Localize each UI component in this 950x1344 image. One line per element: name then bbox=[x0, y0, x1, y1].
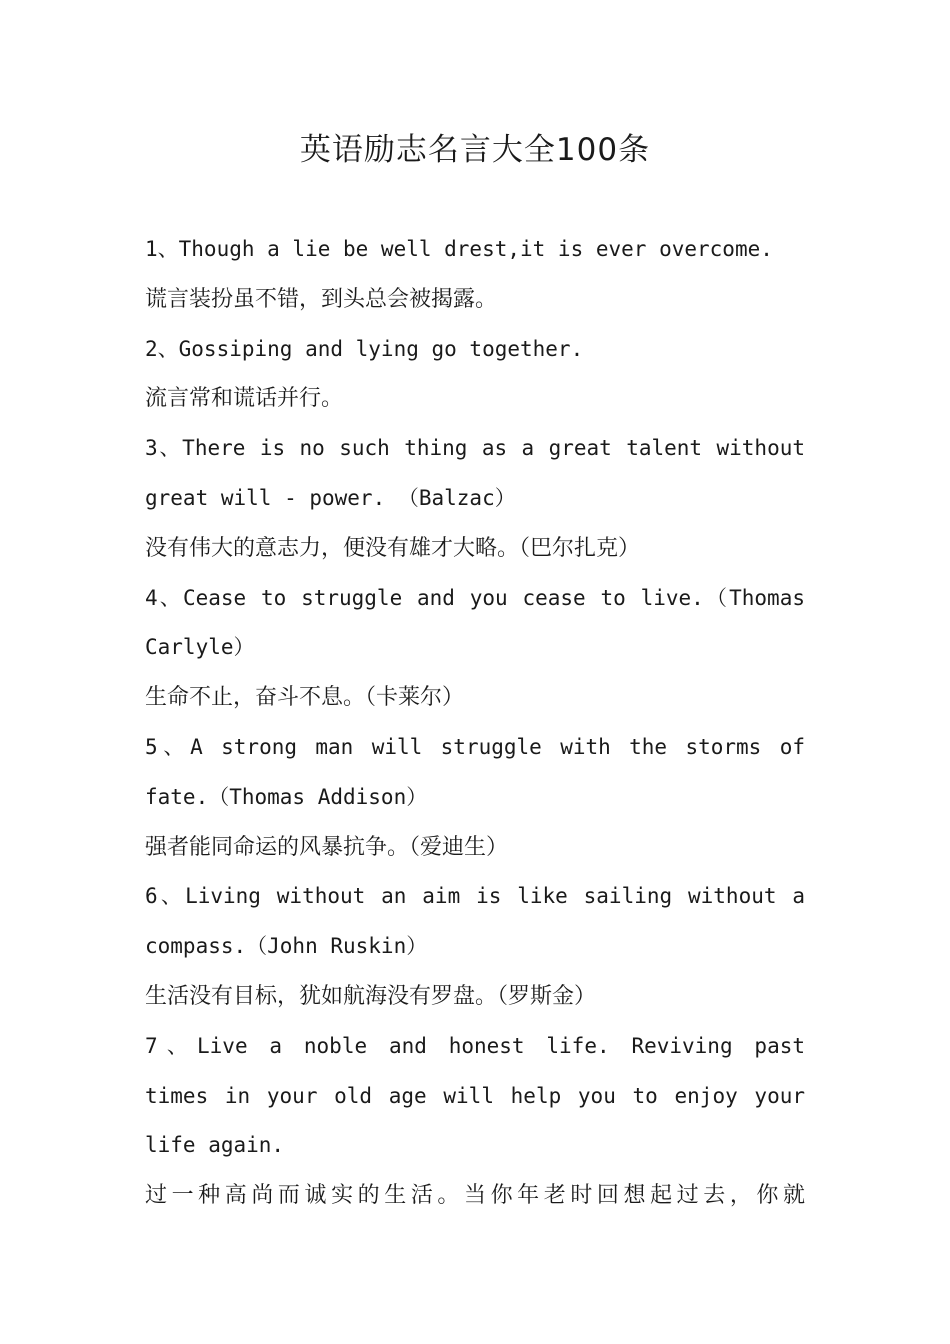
document-body bbox=[145, 225, 805, 1221]
text-line: life again. bbox=[145, 1133, 285, 1158]
text-line: 3、There is no such thing as a great talent without bbox=[145, 436, 805, 461]
text-line: 生命不止，奋斗不息。（卡莱尔） bbox=[145, 685, 465, 711]
text-line: 2、Gossiping and lying go together. bbox=[145, 336, 584, 361]
text-line: 没有伟大的意志力，便没有雄才大略。（巴尔扎克） bbox=[145, 535, 641, 561]
text-line: 4、Cease to struggle and you cease to live.（Thomas bbox=[145, 585, 805, 610]
text-line: compass.（John Ruskin） bbox=[145, 934, 428, 959]
text-line: 5、A strong man will struggle with the storms of bbox=[145, 734, 805, 759]
text-line: 流言常和谎话并行。 bbox=[145, 386, 344, 412]
text-line: 1、Though a lie be well drest,it is ever overcome. bbox=[145, 237, 773, 261]
text-line: 生活没有目标，犹如航海没有罗盘。（罗斯金） bbox=[145, 983, 597, 1009]
text-line: 7、Live a noble and honest life. Reviving past bbox=[145, 1033, 805, 1058]
page-title: 英语励志名言大全100条 bbox=[299, 132, 651, 168]
text-line: 6、Living without an aim is like sailing without a bbox=[145, 884, 805, 909]
text-line: 强者能同命运的风暴抗争。（爱迪生） bbox=[145, 834, 509, 860]
text-line: Carlyle） bbox=[145, 635, 255, 660]
text-line: times in your old age will help you to enjoy your bbox=[145, 1083, 805, 1108]
text-line: 谎言装扮虽不错，到头总会被揭露。 bbox=[145, 286, 498, 312]
text-line: great will - power. （Balzac） bbox=[145, 485, 516, 510]
text-line: 过一种高尚而诚实的生活。当你年老时回想起过去，你就 bbox=[145, 1183, 805, 1209]
text-line: fate.（Thomas Addison） bbox=[145, 784, 428, 809]
